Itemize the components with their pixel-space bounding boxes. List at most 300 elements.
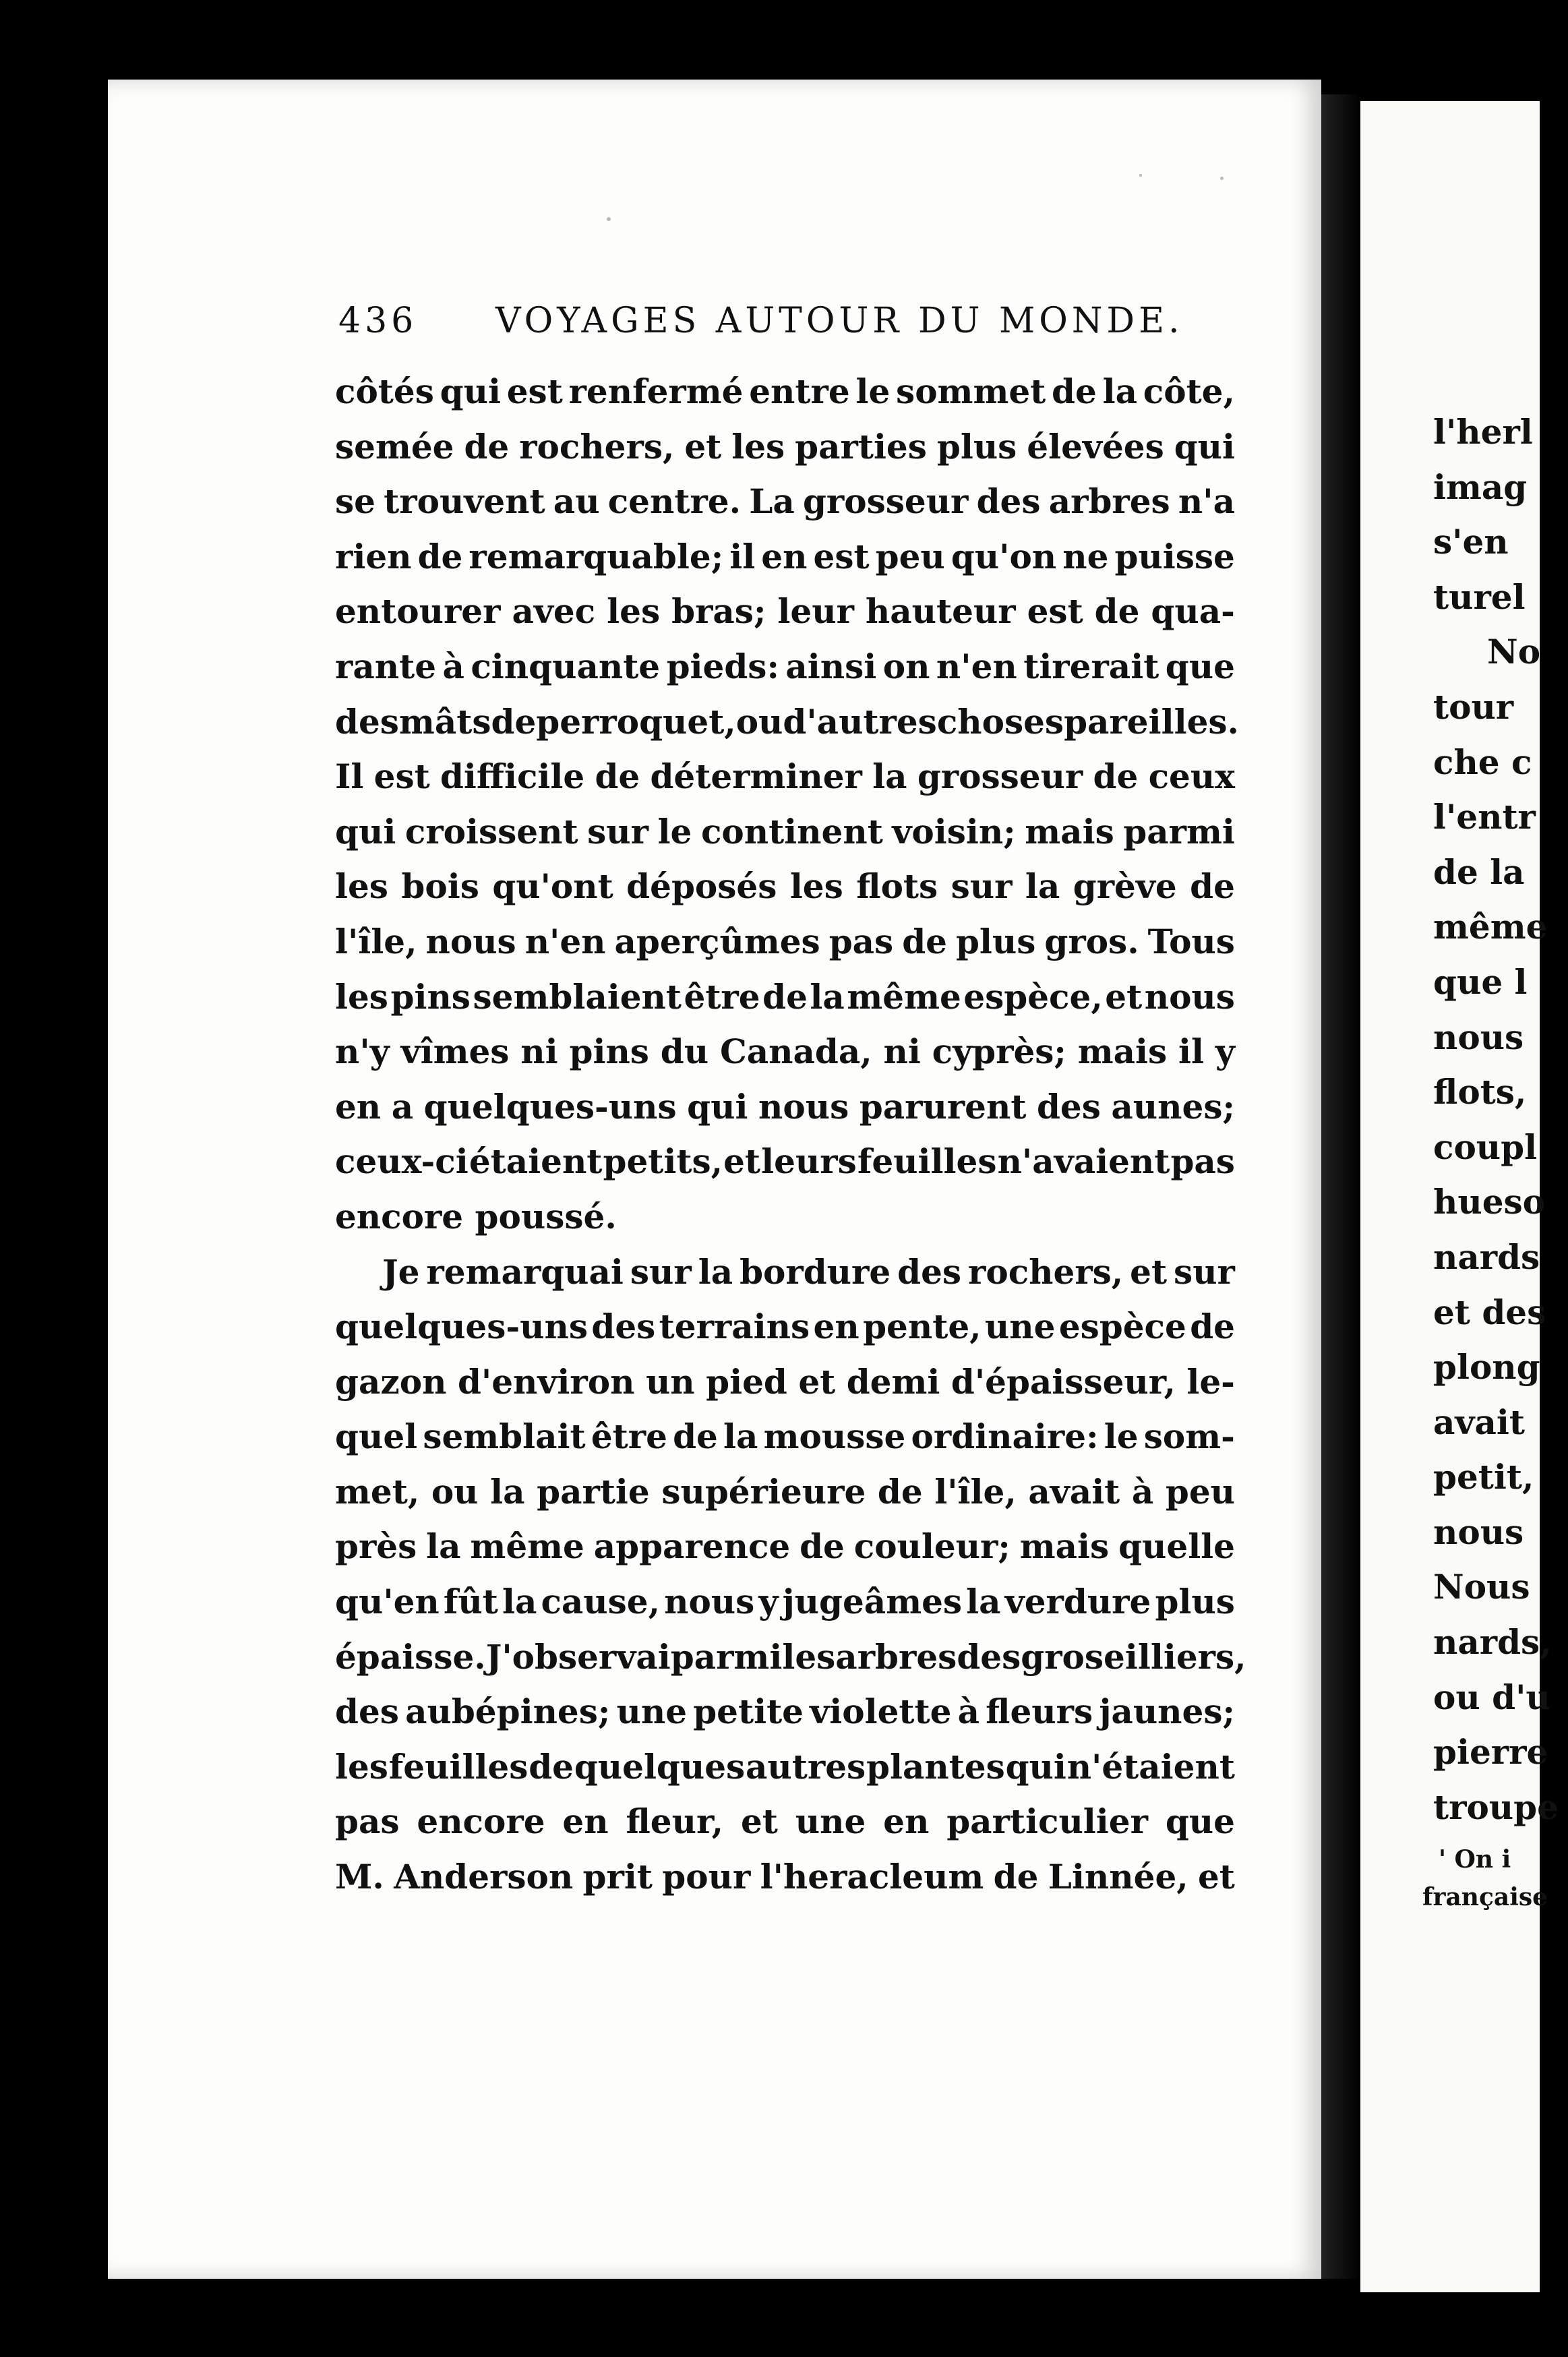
word: à [957,1692,979,1732]
word: perroquet, [536,701,736,742]
text-line [335,1299,1235,1354]
word: feuilles [388,1746,529,1787]
word: même [470,1526,584,1567]
word: des [591,1307,656,1347]
word: et [740,1801,778,1842]
word: et [684,426,722,467]
right-text-line: même [1433,907,1548,947]
word: leur [777,591,854,632]
word: supérieure [661,1471,866,1512]
word: une [616,1692,688,1732]
word: la [872,756,907,797]
word: les [607,591,661,632]
word: se [335,481,375,522]
word: et [798,1361,836,1402]
word: côte, [1143,371,1235,411]
word: la [1102,371,1138,411]
word: mousse [763,1416,906,1457]
word: le- [1186,1361,1235,1402]
right-text-line: l'entr [1433,797,1536,837]
word: est [1027,591,1083,632]
word: de [877,1471,923,1512]
word: qui [440,371,501,411]
right-text-line: pierre [1433,1732,1548,1772]
word: les [789,866,843,907]
word: plus [955,921,1036,961]
word: puisse [1114,536,1235,576]
word: semée [335,426,454,467]
word: mais [1025,811,1114,852]
right-text-line: coupl [1433,1127,1538,1167]
right-text-line: nous [1433,1017,1524,1057]
word: bras; [671,591,766,632]
word: petits, [603,1141,723,1182]
word: Je [382,1251,420,1292]
word: n'en [936,646,1017,686]
right-text-line: que l [1433,961,1528,1002]
word: plus [1155,1582,1235,1622]
word: plantes [866,1746,1005,1787]
text-line [335,1189,1235,1245]
word: rochers, [519,426,675,467]
word: est [813,536,870,576]
word: même [847,976,961,1017]
right-text-line: imag [1433,467,1528,507]
word: en [335,1086,382,1127]
word: groseilliers, [1021,1636,1246,1677]
word: de [1093,756,1139,797]
word: de [800,1526,845,1567]
word: au [553,481,600,522]
word: aperçûmes [614,921,820,961]
text-line [335,1849,1235,1905]
word: côtés [335,371,434,411]
word: remarquai [426,1251,624,1292]
word: avec [512,591,596,632]
word: demi [846,1361,940,1402]
word: choses [936,701,1064,742]
word: qui [1005,1746,1066,1787]
word: des [957,1636,1021,1677]
word: des [897,1251,962,1292]
word: continent [700,811,883,852]
word: étaient [469,1141,603,1182]
word: épaisse. [335,1636,486,1677]
word: des [1036,1086,1101,1127]
word: pour [662,1857,751,1897]
word: nous [425,921,516,961]
right-text-line: s'en [1433,522,1509,562]
word: mâts [398,701,491,742]
word: de [1190,1307,1235,1347]
word: terrains [659,1307,810,1347]
word: aunes; [1111,1086,1235,1127]
word: mais [1077,1032,1168,1072]
word: sommet [896,371,1046,411]
text-line [335,529,1235,585]
word: y [1215,1032,1235,1072]
word: en [761,536,808,576]
word: pas [1170,1141,1235,1182]
word: les [731,426,785,467]
word: et [1130,1251,1168,1292]
word: semblaient [473,976,682,1017]
word: pas [828,921,894,961]
word: est [373,756,430,797]
word: ni [520,1032,558,1072]
word: flots [856,866,938,907]
word: les [782,1636,836,1677]
text-line [335,1464,1235,1520]
word: de [1190,866,1235,907]
word: fleur, [626,1801,724,1842]
text-line [335,639,1235,694]
word: y [758,1582,779,1622]
word: déposés [626,866,777,907]
word: de [491,701,537,742]
word: petite [693,1692,804,1732]
word: violette [810,1692,952,1732]
word: n'a [1178,481,1235,522]
right-page-footnote [1422,1841,1548,1916]
word: peu [1165,1471,1235,1512]
text-line [335,749,1235,804]
right-text-line: avait [1433,1402,1525,1442]
word: parurent [859,1086,1027,1127]
word: et [1105,976,1143,1017]
right-text-line: l'herl [1433,412,1533,452]
word: ou [431,1471,479,1512]
word: est [506,371,563,411]
page-number: 436 [338,301,418,341]
word: met, [335,1471,420,1512]
word: nous [758,1086,849,1127]
text-line [335,419,1235,475]
word: les [335,976,388,1017]
word: pins [569,1032,649,1072]
word: le [855,371,891,411]
word: bordure [740,1251,891,1292]
word: difficile [440,756,585,797]
word: rochers, [968,1251,1124,1292]
word: que [1165,646,1235,686]
body-text [335,364,1246,1905]
word: n'en [524,921,606,961]
word: les [335,1746,388,1787]
word: J'observai [485,1636,671,1677]
word: ou [735,701,783,742]
word: la [1025,866,1060,907]
page-header [229,301,1240,348]
word: Linnée, [1048,1857,1188,1897]
right-text-line: flots, [1433,1072,1527,1112]
text-line [335,1354,1235,1410]
text-line [335,804,1235,860]
word: voisin; [892,811,1016,852]
text-line [335,1134,1235,1189]
word: de [673,1416,718,1457]
word: la [810,976,845,1017]
word: La [749,481,795,522]
word: pas [335,1801,400,1842]
word: parties [795,426,927,467]
word: des [335,1692,399,1732]
word: hauteur [865,591,1016,632]
word: cyprès; [932,1032,1066,1072]
word: jaunes; [1099,1692,1235,1732]
word: leurs [761,1141,857,1182]
word: vîmes [400,1032,510,1072]
word: de [1052,371,1097,411]
footnote-line: ' On i [1439,1845,1511,1874]
word: la [502,1582,537,1622]
word: gros. [1044,921,1139,961]
word: en [813,1307,860,1347]
word: entourer [335,591,501,632]
word: de [595,756,640,797]
word: de [902,921,947,961]
word: M. [335,1857,384,1897]
text-line [335,364,1235,419]
word: qu'on [951,536,1057,576]
word: une [984,1307,1056,1347]
text-line [335,1079,1235,1135]
text-line [335,584,1235,639]
word: ne [1062,536,1109,576]
word: Anderson [394,1857,574,1897]
word: partie [537,1471,650,1512]
word: une [795,1801,866,1842]
word: renfermé [568,371,744,411]
text-line [335,1794,1235,1849]
word: sur [951,866,1013,907]
word: il [1178,1032,1204,1072]
word: on [882,646,930,686]
word: arbres [1048,481,1170,522]
word: avait [1028,1471,1120,1512]
word: nous [1144,976,1235,1017]
word: un [645,1361,695,1402]
word: prit [582,1857,653,1897]
word: pente, [863,1307,982,1347]
word: jugeâmes [782,1582,963,1622]
right-text-line: nards [1433,1236,1540,1277]
right-text-line: nards, [1433,1622,1552,1663]
word: pareilles. [1064,701,1239,742]
word: la [490,1471,525,1512]
text-line [335,694,1239,750]
text-line [335,1245,1235,1300]
word: le [1104,1416,1139,1457]
word: de [993,1857,1039,1897]
word: remarquable; [469,536,724,576]
right-text-line: plong [1433,1347,1540,1388]
word: d'environ [457,1361,635,1402]
word: n'y [335,1032,390,1072]
word: pieds: [666,646,779,686]
word: grosseur [802,481,969,522]
paper-speck [607,217,611,221]
word: cinquante [471,646,661,686]
text-line [335,1630,1246,1685]
word: verdure [1004,1582,1151,1622]
word: ceux-ci [335,1141,469,1182]
word: quelques [574,1746,746,1787]
word: apparence [593,1526,791,1567]
right-text-line: No [1487,632,1541,672]
word: parmi [670,1636,783,1677]
word: particulier [946,1801,1148,1842]
word: espèce, [963,976,1103,1017]
word: cause, [541,1582,661,1622]
word: n'étaient [1066,1746,1235,1787]
text-line [335,1684,1235,1739]
word: d'autres [783,701,937,742]
word: à [1131,1471,1154,1512]
word: des [976,481,1041,522]
word: couleur; [853,1526,1011,1567]
right-text-line: et des [1433,1292,1546,1332]
right-text-line: petit, [1433,1457,1534,1497]
word: que [1165,1801,1235,1842]
word: Canada, [719,1032,872,1072]
word: trouvent [384,481,545,522]
word: à [442,646,464,686]
text-line [335,1519,1235,1574]
running-title: VOYAGES AUTOUR DU MONDE. [495,301,1184,341]
word: encore [417,1801,545,1842]
word: ceux [1148,756,1235,797]
word: être [591,1416,667,1457]
word: qui [687,1086,748,1127]
word: grève [1073,866,1177,907]
word: poussé. [475,1196,617,1236]
word: qui [335,811,396,852]
word: élevées [1027,426,1164,467]
word: il [729,536,756,576]
word: sur [587,811,649,852]
word: être [684,976,760,1017]
word: déterminer [650,756,862,797]
text-line [335,914,1235,969]
text-line [335,969,1235,1025]
word: bois [401,866,479,907]
paper-speck [1139,174,1142,177]
word: centre. [607,481,741,522]
text-line [335,1739,1235,1795]
right-text-line: de la [1433,852,1525,892]
text-line [335,1409,1235,1464]
word: qua- [1151,591,1235,632]
word: de [1094,591,1140,632]
text-line [335,474,1235,529]
right-text-line: troupe [1433,1787,1559,1827]
word: la [723,1416,758,1457]
text-line [335,1024,1235,1079]
right-text-line: nous [1433,1512,1524,1552]
word: entre [749,371,850,411]
word: rante [335,646,436,686]
word: l'île, [335,921,417,961]
word: de [464,426,510,467]
word: sur [1174,1251,1235,1292]
word: encore [335,1196,464,1236]
right-text-line: turel [1433,576,1526,617]
right-text-line: che c [1433,742,1532,782]
word: pins [390,976,471,1017]
word: ainsi [785,646,877,686]
word: près [335,1526,417,1567]
word: som- [1143,1416,1235,1457]
word: de [529,1746,574,1787]
word: sur [630,1251,692,1292]
word: la [698,1251,733,1292]
word: et [723,1141,761,1182]
word: la [966,1582,1001,1622]
word: grosseur [917,756,1083,797]
word: a [391,1086,414,1127]
word: semblait [423,1416,586,1457]
word: du [660,1032,709,1072]
word: de [417,536,463,576]
word: la [426,1526,461,1567]
word: l'île, [934,1471,1017,1512]
word: qui [1174,426,1235,467]
word: peu [875,536,945,576]
word: espèce [1058,1307,1186,1347]
word: tirerait [1023,646,1159,686]
word: fût [443,1582,498,1622]
right-text-line: ou d'u [1433,1677,1550,1717]
word: nous [664,1582,755,1622]
word: et [1198,1857,1235,1897]
word: rien [335,536,412,576]
word: quelques-uns [335,1307,588,1347]
word: autres [746,1746,866,1787]
word: croissent [404,811,578,852]
word: ni [883,1032,921,1072]
word: aubépines; [405,1692,611,1732]
word: Il [335,756,364,797]
word: ordinaire: [911,1416,1099,1457]
word: les [335,866,388,907]
word: Tous [1147,921,1235,961]
word: quelques-uns [423,1086,677,1127]
word: le [657,811,692,852]
word: parmi [1123,811,1235,852]
word: plus [936,426,1017,467]
word: mais [1019,1526,1110,1567]
word: n'avaient [997,1141,1170,1182]
word: d'épaisseur, [951,1361,1176,1402]
word: gazon [335,1361,447,1402]
word: de [762,976,808,1017]
word: fleurs [986,1692,1093,1732]
right-text-line: Nous [1433,1567,1530,1607]
paper-speck [1220,177,1224,180]
word: en [883,1801,930,1842]
right-text-line: hueso [1433,1182,1546,1222]
word: quelle [1118,1526,1235,1567]
word: en [562,1801,609,1842]
word: des [335,701,399,742]
word: feuilles [857,1141,997,1182]
word: arbres [835,1636,957,1677]
word: pied [706,1361,787,1402]
right-page-text [1433,405,1568,1834]
right-text-line: tour [1433,686,1514,727]
word: qu'en [335,1582,440,1622]
